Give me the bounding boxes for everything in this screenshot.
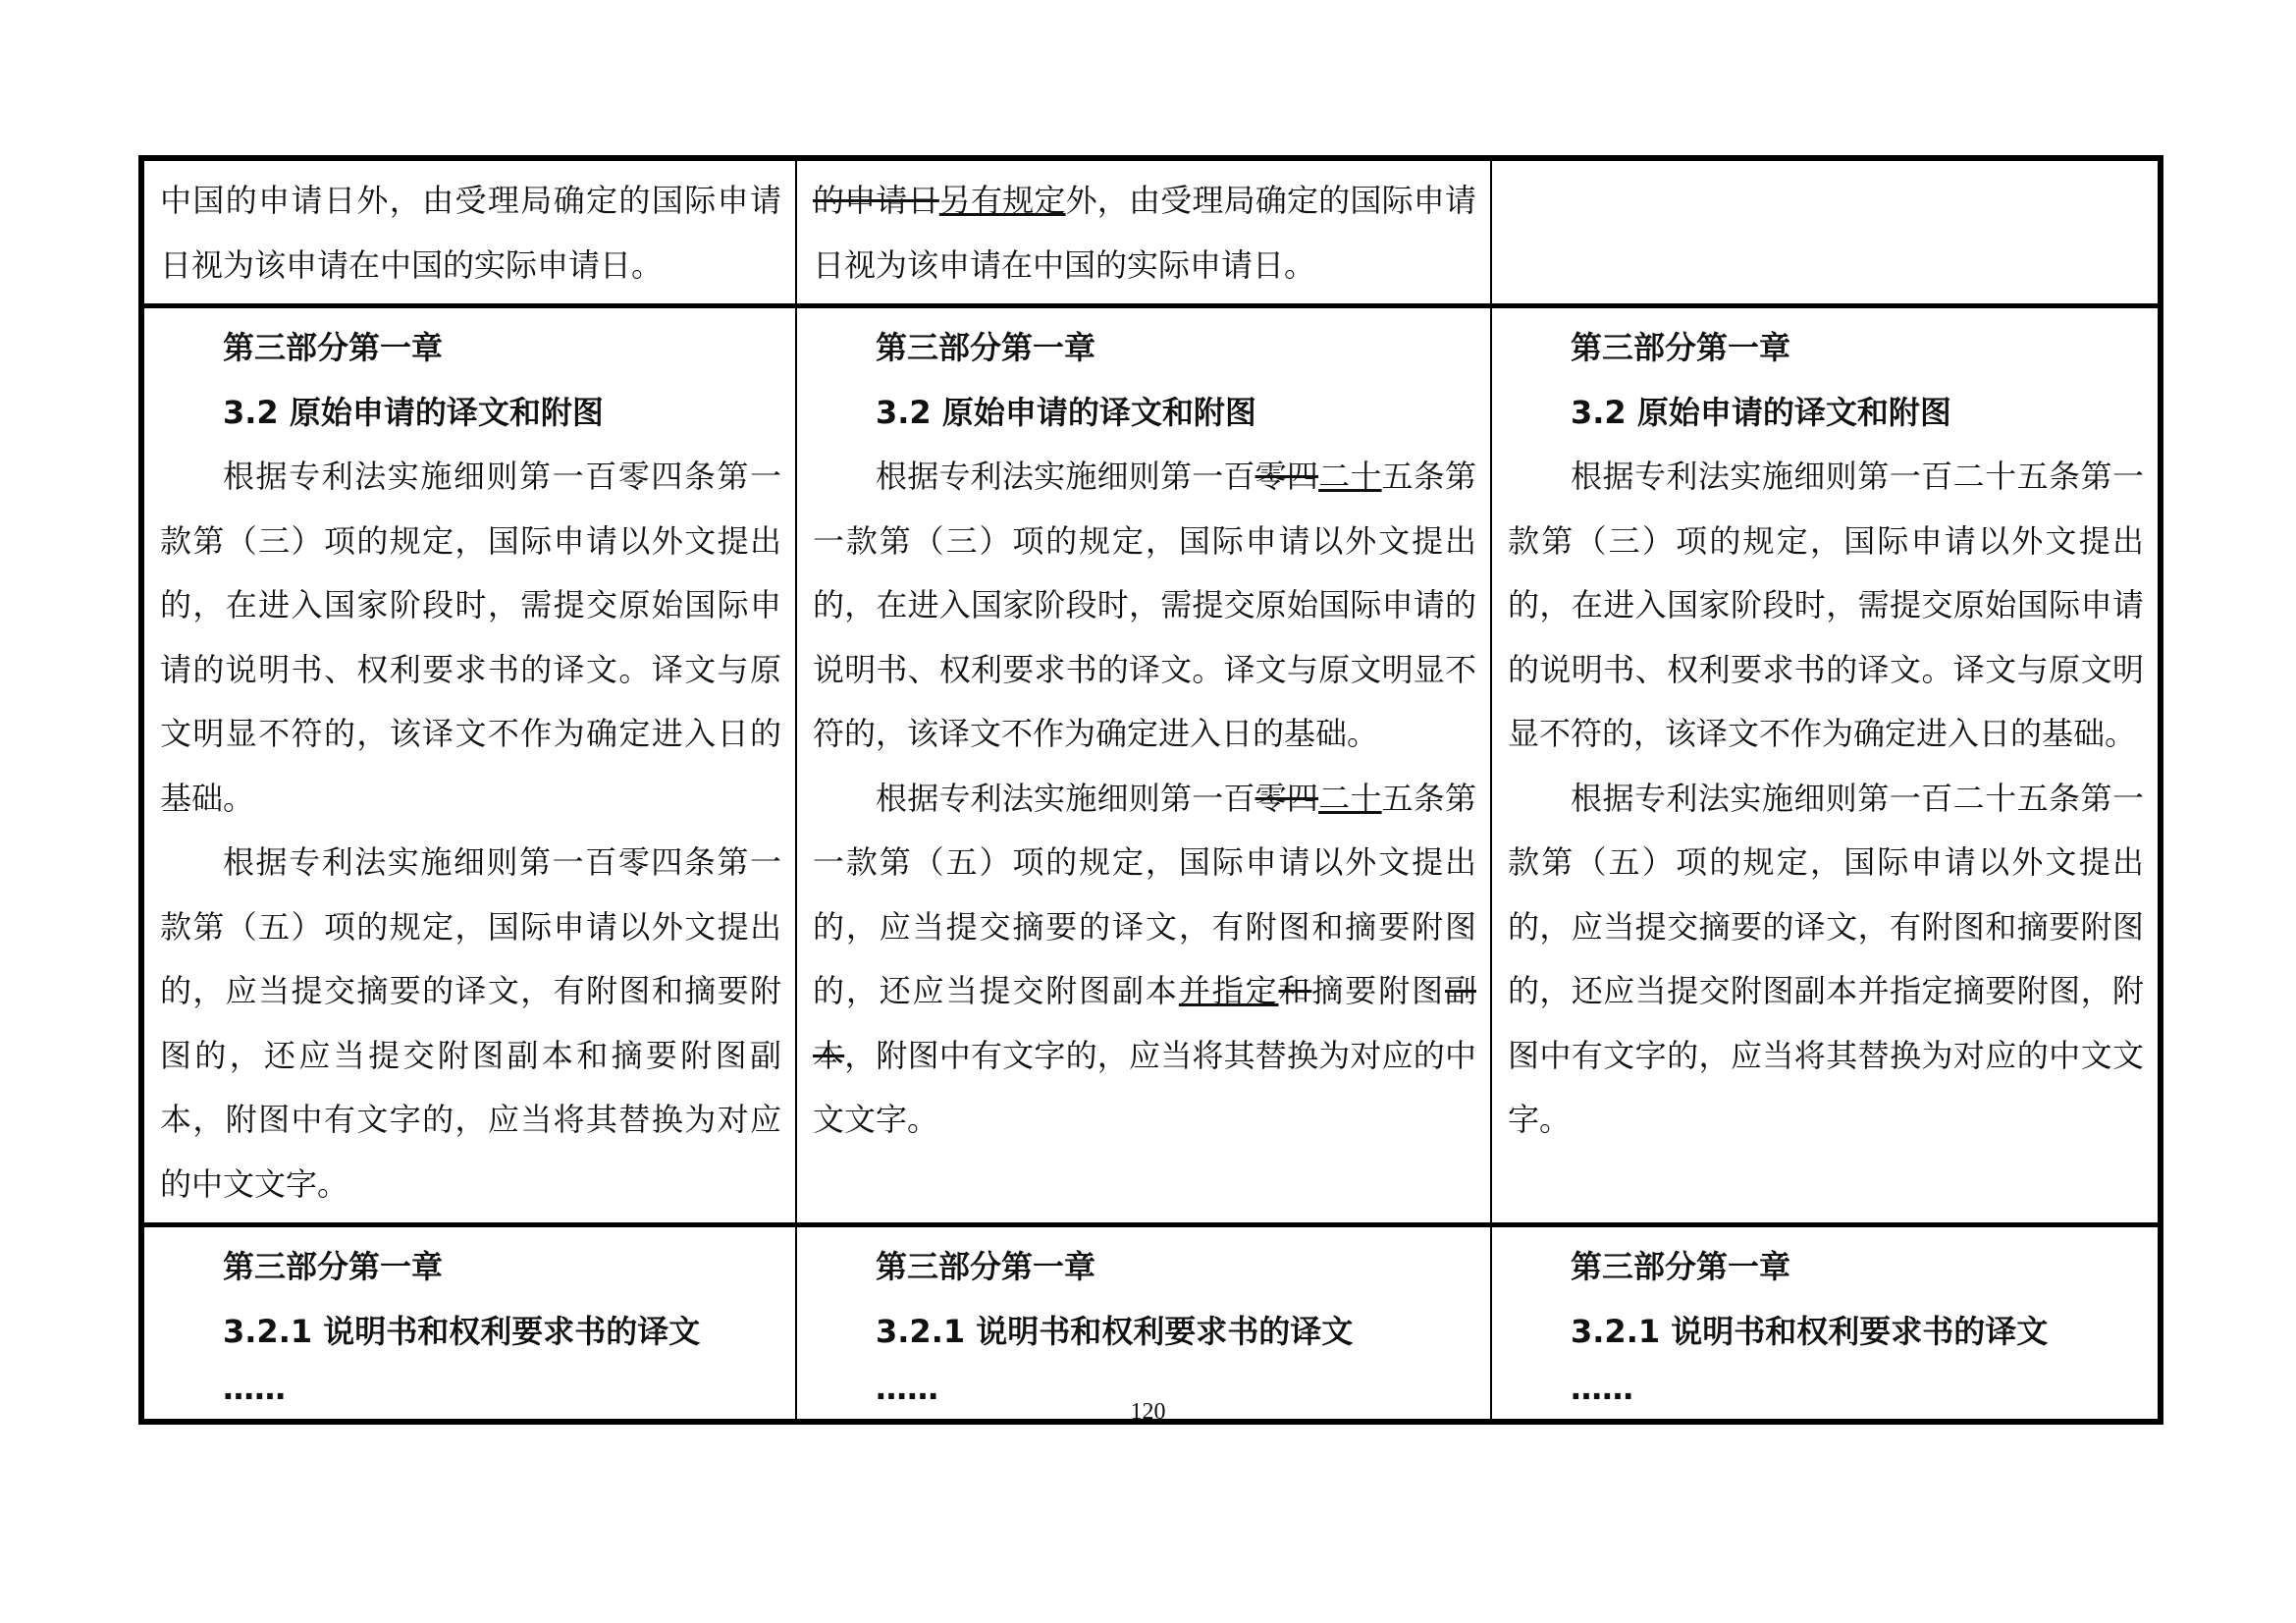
section-heading: 第三部分第一章 xyxy=(1571,1248,1791,1285)
row3-col2-cell xyxy=(796,1225,1491,1423)
subsection-heading: 3.2.1 说明书和权利要求书的译文 xyxy=(876,1312,1354,1350)
inserted-text: 并指定 xyxy=(1178,972,1279,1009)
ellipsis: …… xyxy=(223,1370,286,1407)
comparison-table xyxy=(138,155,2163,1425)
paragraph: 根据专利法实施细则第一百零四条第一款第（三）项的规定，国际申请以外文提出的，在进入国家阶段时，需提交原始国际申请的说明书、权利要求书的译文。译文与原文明显不符的，该译文不作为确定进入日的基础。 xyxy=(160,458,781,817)
table-row xyxy=(141,306,2161,1225)
ellipsis: …… xyxy=(876,1370,938,1407)
page-number: 120 xyxy=(1130,1399,1166,1425)
plain-text: 外，由受理局确定的国际申请日视为该申请在中国的实际申请日。 xyxy=(813,182,1476,284)
deleted-text: 零四 xyxy=(1255,458,1319,495)
plain-text: 根据专利法实施细则第一百 xyxy=(876,458,1255,495)
paragraph: 根据专利法实施细则第一百二十五条第一款第（五）项的规定，国际申请以外文提出的，应当提交摘要的译文，有附图和摘要附图的，还应当提交附图副本并指定摘要附图，附图中有文字的，应当将其替换为对应的中文文字。 xyxy=(1508,779,2144,1138)
plain-text: 根据专利法实施细则第一百 xyxy=(876,779,1255,817)
row2-col2-cell xyxy=(796,306,1491,1225)
row3-col1-cell xyxy=(141,1225,796,1423)
plain-text: 五条第一款第（五）项的规定，国际申请以外文提出的，应当提交摘要的译文，有附图和摘要附图的，还应当提交附图副本 xyxy=(813,779,1476,1009)
section-heading: 第三部分第一章 xyxy=(223,1248,444,1285)
row3-col3-cell xyxy=(1491,1225,2161,1423)
paragraph-revised xyxy=(813,767,1476,1153)
table-row xyxy=(141,1225,2161,1423)
paragraph: 根据专利法实施细则第一百零四条第一款第（五）项的规定，国际申请以外文提出的，应当提交摘要的译文，有附图和摘要附图的，还应当提交附图副本和摘要附图副本，附图中有文字的，应当将其替换为对应的中文文字。 xyxy=(160,843,781,1203)
subsection-heading: 3.2 原始申请的译文和附图 xyxy=(876,393,1256,431)
inserted-text: 二十 xyxy=(1318,779,1382,817)
section-heading: 第三部分第一章 xyxy=(876,329,1096,366)
subsection-heading: 3.2 原始申请的译文和附图 xyxy=(223,393,604,431)
table-row xyxy=(141,158,2161,306)
deleted-text: 和 xyxy=(1278,972,1312,1009)
deleted-text: 副本 xyxy=(813,972,1476,1074)
row1-col1-text: 中国的申请日外，由受理局确定的国际申请日视为该申请在中国的实际申请日。 xyxy=(160,182,781,284)
row2-col1-cell xyxy=(141,306,796,1225)
subsection-heading: 3.2 原始申请的译文和附图 xyxy=(1571,393,1951,431)
subsection-heading: 3.2.1 说明书和权利要求书的译文 xyxy=(223,1312,701,1350)
plain-text: 五条第一款第（三）项的规定，国际申请以外文提出的，在进入国家阶段时，需提交原始国际申请的说明书、权利要求书的译文。译文与原文明显不符的，该译文不作为确定进入日的基础。 xyxy=(813,458,1476,752)
section-heading: 第三部分第一章 xyxy=(223,329,444,366)
plain-text: ，附图中有文字的，应当将其替换为对应的中文文字。 xyxy=(813,1036,1476,1138)
row1-col2-cell xyxy=(796,158,1491,306)
row2-col3-cell xyxy=(1491,306,2161,1225)
row1-col1-cell xyxy=(141,158,796,306)
paragraph: 根据专利法实施细则第一百二十五条第一款第（三）项的规定，国际申请以外文提出的，在进入国家阶段时，需提交原始国际申请的说明书、权利要求书的译文。译文与原文明显不符的，该译文不作为确定进入日的基础。 xyxy=(1508,458,2144,752)
paragraph-revised xyxy=(813,445,1476,767)
row1-col2-text xyxy=(813,169,1476,298)
deleted-text: 的申请日 xyxy=(813,182,939,219)
section-heading: 第三部分第一章 xyxy=(1571,329,1791,366)
inserted-text: 另有规定 xyxy=(938,182,1066,219)
section-heading: 第三部分第一章 xyxy=(876,1248,1096,1285)
plain-text: 摘要附图 xyxy=(1311,972,1445,1009)
row1-col3-cell xyxy=(1491,158,2161,306)
inserted-text: 二十 xyxy=(1318,458,1382,495)
subsection-heading: 3.2.1 说明书和权利要求书的译文 xyxy=(1571,1312,2049,1350)
ellipsis: …… xyxy=(1571,1370,1633,1407)
deleted-text: 零四 xyxy=(1255,779,1319,817)
